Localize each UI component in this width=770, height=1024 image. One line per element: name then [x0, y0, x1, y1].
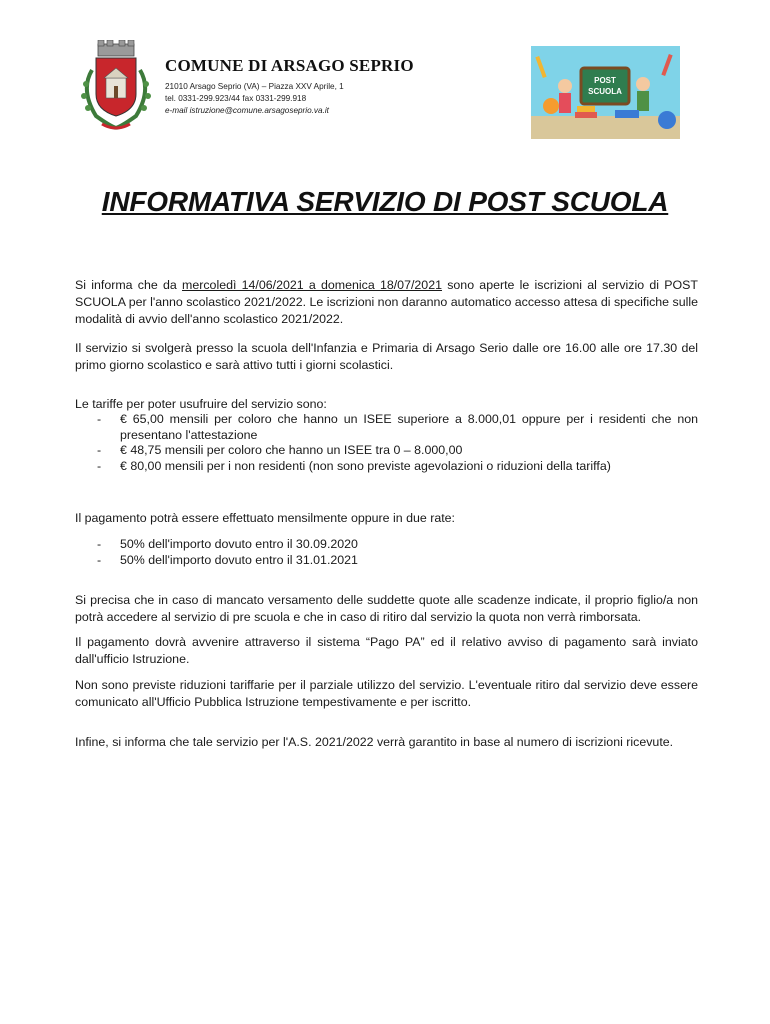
paragraph-final-note: Infine, si informa che tale servizio per l'A.S. 2021/2022 verrà garantito in base al numero di iscrizioni ricevute.	[75, 735, 674, 749]
list-item	[75, 443, 698, 459]
post-scuola-banner	[531, 46, 680, 139]
installment-text: 50% dell'importo dovuto entro il 30.09.2020	[120, 537, 358, 551]
list-marker: -	[97, 458, 102, 473]
paragraph-registration	[75, 277, 698, 328]
address-line: 21010 Arsago Seprio (VA) – Piazza XXV Aprile, 1	[165, 82, 344, 91]
p1-text-after: sono aperte le iscrizioni al servizio di POST SCUOLA per l'anno scolastico 2021/2022. Le iscrizioni non daranno automatico accesso attesa di specifiche sulle modalità di avvio dell'anno scolastico 2021/2022.	[75, 278, 698, 326]
tariff-text: € 48,75 mensili per coloro che hanno un ISEE tra 0 – 8.000,00	[120, 443, 463, 457]
banner-text-post: POST	[594, 76, 616, 85]
paragraph-service-location: Il servizio si svolgerà presso la scuola dell'Infanzia e Primaria di Arsago Serio dalle ore 16.00 alle ore 17.30 del primo giorno scolastico e sarà attivo tutti i giorni scolastici.	[75, 341, 698, 372]
paragraph-no-reductions: Non sono previste riduzioni tariffarie per il parziale utilizzo del servizio. L'eventuale ritiro dal servizio deve essere comunicato all'Ufficio Pubblica Istruzione tempestivamente e per iscritto.	[75, 678, 698, 709]
installment-text: 50% dell'importo dovuto entro il 31.01.2021	[120, 552, 358, 567]
list-item	[75, 537, 698, 553]
list-marker: -	[97, 412, 102, 426]
p1-text-before: Si informa che da	[75, 278, 183, 292]
tariff-text: € 80,00 mensili per i non residenti (non sono previste agevolazioni o riduzioni della tariffa)	[120, 458, 611, 473]
list-marker: -	[97, 443, 102, 457]
banner-text-scuola: SCUOLA	[588, 87, 622, 96]
tariff-text: € 65,00 mensili per coloro che hanno un ISEE superiore a 8.000,01 oppure per i residenti che non presentano l'attestazione	[120, 412, 698, 442]
municipality-name: COMUNE DI ARSAGO SEPRIO	[165, 56, 414, 75]
tariffs-list	[75, 412, 698, 474]
paragraph-non-payment: Si precisa che in caso di mancato versamento delle suddette quote alle scadenze indicate, il proprio figlio/a non potrà accedere al servizio di pre scuola e che in caso di ritiro dal servizio la quota non verrà rimborsata.	[75, 593, 698, 624]
document-title: INFORMATIVA SERVIZIO DI POST SCUOLA	[101, 186, 669, 217]
email-line: e-mail istruzione@comune.arsagoseprio.va.it	[165, 106, 329, 115]
list-marker: -	[97, 537, 102, 551]
paragraph-payment-intro: Il pagamento potrà essere effettuato mensilmente oppure in due rate:	[75, 511, 455, 525]
header-block	[165, 56, 495, 115]
list-item	[75, 553, 698, 569]
list-item	[75, 459, 698, 475]
registration-dates: mercoledì 14/06/2021 a domenica 18/07/2021	[182, 278, 442, 292]
list-item	[75, 412, 698, 443]
installments-list	[75, 537, 698, 568]
paragraph-tariffs-intro: Le tariffe per poter usufruire del servizio sono:	[75, 397, 327, 411]
list-marker: -	[97, 552, 102, 567]
phone-fax-line: tel. 0331-299.923/44 fax 0331-299.918	[165, 94, 307, 103]
paragraph-pago-pa: Il pagamento dovrà avvenire attraverso il sistema “Pago PA” ed il relativo avviso di pagamento sarà inviato dall'ufficio Istruzione.	[75, 635, 698, 666]
municipality-crest	[74, 40, 158, 132]
